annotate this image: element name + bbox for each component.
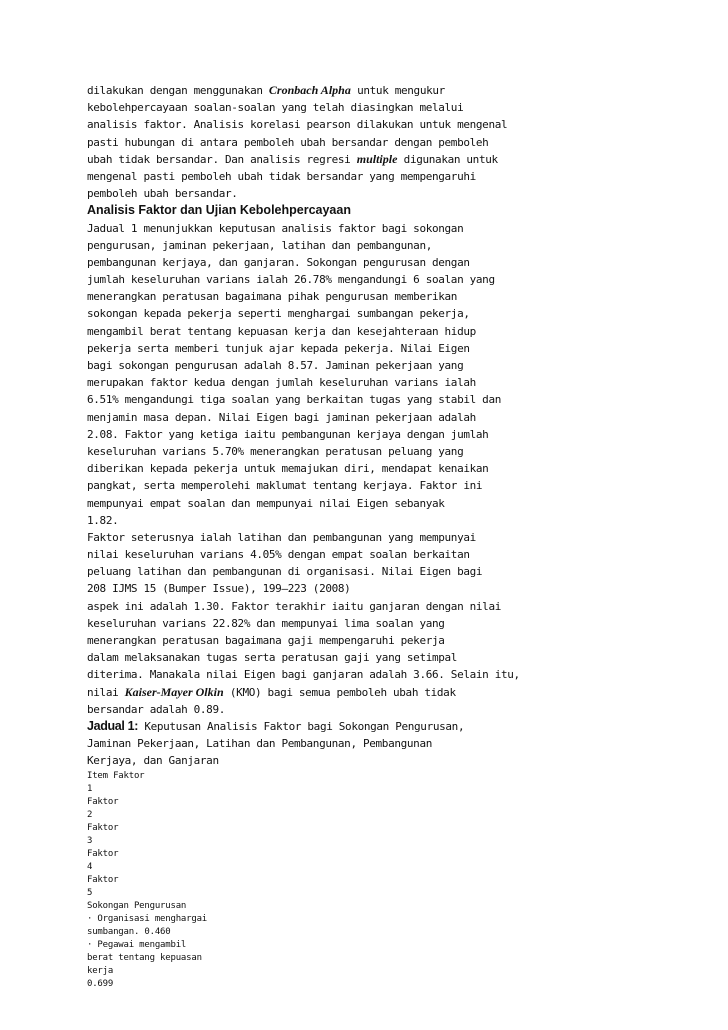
table-line: · Pegawai mengambil: [87, 939, 187, 950]
body-line: bagi sokongan pengurusan adalah 8.57. Jaminan pekerjaan yang: [87, 359, 464, 372]
body-line: bersandar adalah 0.89.: [87, 702, 225, 716]
italic-term: multiple: [356, 151, 398, 166]
body-line: keseluruhan varians 22.82% dan mempunyai lima soalan yang: [87, 616, 445, 630]
caption-text: Keputusan Analisis Faktor bagi Sokongan Pengurusan,: [138, 719, 465, 733]
paragraph-line: [87, 82, 687, 99]
text-run: ubah tidak bersandar. Dan analisis regresi: [87, 152, 357, 166]
table-line: · Organisasi menghargai: [87, 913, 208, 924]
running-footer: 208 IJMS 15 (Bumper Issue), 199–223 (2008): [87, 582, 351, 596]
body-line: pembangunan kerjaya, dan ganjaran. Sokongan pengurusan dengan: [87, 255, 470, 269]
body-line: [87, 684, 687, 701]
table-line: berat tentang kepuasan: [87, 952, 202, 963]
body-line: dalam melaksanakan tugas serta peratusan gaji yang setimpal: [87, 651, 458, 665]
body-line: Jadual 1 menunjukkan keputusan analisis faktor bagi sokongan: [87, 221, 464, 235]
table-line: Faktor: [87, 848, 119, 859]
table-line: sumbangan. 0.460: [87, 926, 171, 937]
body-line: pengurusan, jaminan pekerjaan, latihan dan pembangunan,: [87, 238, 432, 252]
body-text: [87, 220, 687, 718]
text-run: dilakukan dengan menggunakan: [87, 84, 269, 97]
table-line: Faktor: [87, 874, 119, 885]
paragraph-line: kebolehpercayaan soalan-soalan yang telah diasingkan melalui: [87, 101, 464, 115]
body-line: mengambil berat tentang kepuasan kerja dan kesejahteraan hidup: [87, 324, 476, 338]
body-line: diterima. Manakala nilai Eigen bagi ganjaran adalah 3.66. Selain itu,: [87, 668, 520, 682]
body-line: Faktor seterusnya ialah latihan dan pembangunan yang mempunyai: [87, 530, 476, 544]
table-line: 2: [87, 809, 93, 820]
body-line: aspek ini adalah 1.30. Faktor terakhir iaitu ganjaran dengan nilai: [87, 599, 501, 613]
table-line: Item Faktor: [87, 770, 145, 781]
paragraph-line: analisis faktor. Analisis korelasi pearson dilakukan untuk mengenal: [87, 118, 508, 132]
table-line: kerja: [87, 965, 114, 976]
table-line: Faktor: [87, 822, 119, 833]
body-line: menerangkan peratusan bagaimana pihak pengurusan memberikan: [87, 290, 458, 304]
text-run: nilai: [87, 685, 125, 699]
caption-label: Jadual 1:: [87, 718, 139, 733]
body-line: menjamin masa depan. Nilai Eigen bagi jaminan pekerjaan adalah: [87, 410, 476, 424]
paragraph-line: [87, 151, 687, 168]
body-line: mempunyai empat soalan dan mempunyai nilai Eigen sebanyak: [87, 496, 445, 510]
body-line: pangkat, serta memperolehi maklumat tentang kerjaya. Faktor ini: [87, 479, 483, 493]
italic-term: Cronbach Alpha: [268, 83, 351, 97]
body-line: peluang latihan dan pembangunan di organisasi. Nilai Eigen bagi: [87, 565, 483, 579]
text-run: digunakan untuk: [397, 152, 498, 166]
body-line: menerangkan peratusan bagaimana gaji mempengaruhi pekerja: [87, 634, 445, 647]
body-line: nilai keseluruhan varians 4.05% dengan empat soalan berkaitan: [87, 548, 470, 562]
body-line: 1.82.: [87, 513, 119, 527]
body-line: keseluruhan varians 5.70% menerangkan peratusan peluang yang: [87, 444, 464, 458]
caption-line: Jaminan Pekerjaan, Latihan dan Pembangunan, Pembangunan: [87, 737, 432, 751]
table-line: 1: [87, 783, 93, 794]
body-line: diberikan kepada pekerja untuk memajukan diri, mendapat kenaikan: [87, 462, 489, 476]
body-line: 6.51% mengandungi tiga soalan yang berkaitan tugas yang stabil dan: [87, 393, 501, 407]
section-heading: Analisis Faktor dan Ujian Kebolehpercayaan: [87, 203, 351, 218]
body-line: pekerja serta memberi tunjuk ajar kepada pekerja. Nilai Eigen: [87, 341, 470, 355]
table-line: 5: [87, 887, 93, 898]
paragraph-line: mengenal pasti pemboleh ubah tidak bersandar yang mempengaruhi: [87, 169, 476, 183]
body-line: jumlah keseluruhan varians ialah 26.78% mengandungi 6 soalan yang: [87, 273, 495, 287]
italic-term: Kaiser-Mayer Olkin: [124, 684, 224, 699]
text-run: untuk mengukur: [350, 84, 445, 97]
body-line: merupakan faktor kedua dengan jumlah keseluruhan varians ialah: [87, 376, 476, 390]
body-line: 2.08. Faktor yang ketiga iaitu pembangunan kerjaya dengan jumlah: [87, 427, 489, 441]
page-content: [87, 82, 687, 991]
table-line: Faktor: [87, 796, 119, 807]
table-line: 0.699: [87, 978, 114, 989]
caption-line: [87, 718, 687, 735]
table-line: 3: [87, 835, 93, 846]
table-text: [87, 770, 687, 991]
paragraph-line: pemboleh ubah bersandar.: [87, 187, 238, 201]
paragraph-line: pasti hubungan di antara pemboleh ubah bersandar dengan pemboleh: [87, 135, 489, 149]
table-caption: [87, 718, 687, 770]
text-run: (KMO) bagi semua pemboleh ubah tidak: [223, 685, 456, 699]
caption-line: Kerjaya, dan Ganjaran: [87, 754, 219, 768]
body-line: sokongan kepada pekerja seperti menghargai sumbangan pekerja,: [87, 307, 470, 321]
table-line: Sokongan Pengurusan: [87, 900, 187, 911]
table-line: 4: [87, 861, 93, 872]
